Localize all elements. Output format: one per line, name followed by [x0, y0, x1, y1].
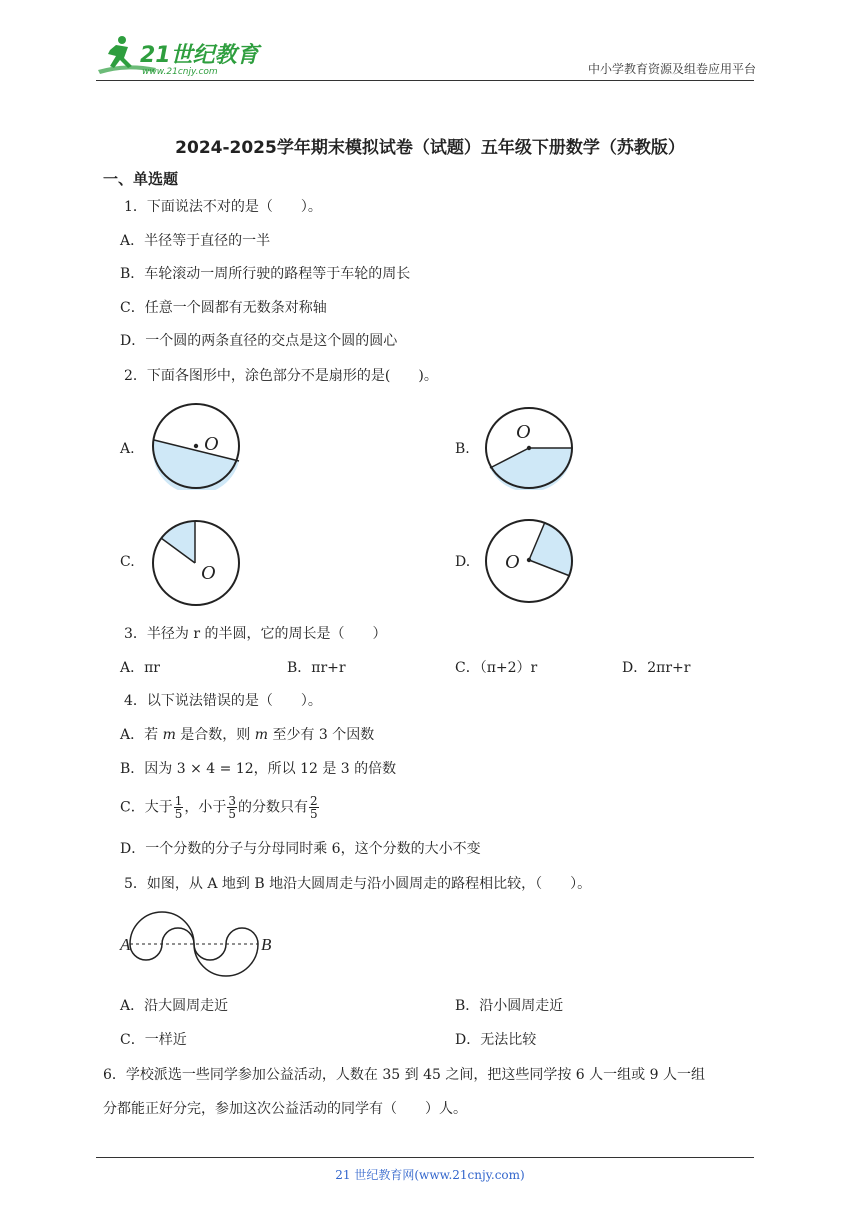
- q2-b-center-label: O: [516, 421, 531, 443]
- q6-stem-line1: 6．学校派选一些同学参加公益活动，人数在 35 到 45 之间，把这些同学按 6 人一组或 9 人一组: [103, 1067, 705, 1083]
- q3-option-b: B．πr+r: [287, 660, 346, 676]
- q4-c-post: 的分数只有: [238, 799, 308, 816]
- q4-option-b: B．因为 3 × 4 = 12，所以 12 是 3 的倍数: [120, 761, 397, 777]
- q4-a-var1: m: [162, 727, 176, 743]
- q5-option-d: D．无法比较: [455, 1032, 537, 1048]
- q4-c-fraction-1: [174, 795, 184, 820]
- q2-figure-a: [150, 402, 242, 494]
- q4-c-fraction-2: [227, 795, 237, 820]
- q4-option-c: [120, 795, 320, 820]
- footer-link[interactable]: 21 世纪教育网(www.21cnjy.com): [335, 1168, 525, 1182]
- q2-option-b-label: B.: [455, 441, 470, 457]
- q3-option-c: C．（π+2）r: [455, 660, 538, 676]
- q1-option-d: D．一个圆的两条直径的交点是这个圆的圆心: [120, 333, 398, 349]
- q2-d-center-label: O: [505, 551, 520, 573]
- q3-stem: 3．半径为 r 的半圆，它的周长是（ ）: [124, 626, 387, 642]
- q4-c-f1-den: 5: [174, 807, 183, 821]
- q4-c-fraction-3: [309, 795, 319, 820]
- header-divider: [96, 80, 754, 81]
- q5-option-a: A．沿大圆周走近: [120, 998, 229, 1014]
- q4-option-d: D．一个分数的分子与分母同时乘 6，这个分数的大小不变: [120, 841, 481, 857]
- logo-text: 21世纪教育: [140, 43, 259, 68]
- footer-divider: [96, 1157, 754, 1158]
- q2-figure-d: [485, 518, 575, 608]
- q5-point-a: A: [120, 935, 131, 954]
- q5-option-c: C．一样近: [120, 1032, 187, 1048]
- q2-option-a-label: A.: [120, 441, 135, 457]
- q1-stem: 1．下面说法不对的是（ ）。: [124, 199, 322, 215]
- q1-option-c: C．任意一个圆都有无数条对称轴: [120, 300, 327, 316]
- q2-stem: 2．下面各图形中，涂色部分不是扇形的是( )。: [124, 368, 438, 384]
- q1-option-b: B．车轮滚动一周所行驶的路程等于车轮的周长: [120, 266, 411, 282]
- q4-option-a: [120, 726, 374, 744]
- q4-c-f2-den: 5: [228, 807, 236, 821]
- q4-a-mid: 是合数，则: [175, 727, 255, 743]
- q4-c-f3-num: 2: [310, 794, 318, 808]
- q2-a-center-label: O: [204, 433, 219, 455]
- q4-c-pre: C．大于: [120, 799, 173, 816]
- q4-stem: 4．以下说法错误的是（ ）。: [124, 693, 322, 709]
- header-platform-text: 中小学教育资源及组卷应用平台: [587, 62, 756, 76]
- q4-c-f3-den: 5: [310, 807, 318, 821]
- q2-option-d-label: D.: [455, 554, 471, 570]
- q4-c-mid: ，小于: [184, 799, 227, 816]
- q5-stem: 5．如图，从 A 地到 B 地沿大圆周走与沿小圆周走的路程相比较，（ ）。: [124, 876, 592, 892]
- q6-stem-line2: 分都能正好分完，参加这次公益活动的同学有（ ）人。: [103, 1101, 467, 1117]
- section-title: 一、单选题: [103, 170, 179, 188]
- q4-c-f1-num: 1: [174, 794, 183, 808]
- q5-option-b: B．沿小圆周走近: [455, 998, 564, 1014]
- q4-c-f2-num: 3: [228, 794, 236, 808]
- logo-url: www.21cnjy.com: [142, 67, 218, 77]
- q5-figure: [118, 910, 278, 984]
- q4-a-post: 至少有 3 个因数: [268, 727, 375, 743]
- page-title: 2024-2025学年期末模拟试卷（试题）五年级下册数学（苏教版）: [175, 138, 685, 158]
- q3-option-a: A．πr: [120, 660, 161, 676]
- q2-figure-c: [151, 519, 241, 611]
- q4-a-pre: A．若: [120, 727, 163, 743]
- q3-option-d: D．2πr+r: [622, 660, 691, 676]
- site-logo: [96, 32, 266, 80]
- q1-option-a: A．半径等于直径的一半: [120, 233, 271, 249]
- q4-a-var2: m: [254, 727, 269, 743]
- q2-c-center-label: O: [201, 562, 216, 584]
- q5-point-b: B: [261, 935, 272, 954]
- q2-option-c-label: C.: [120, 554, 135, 570]
- q2-figure-b: [484, 406, 574, 494]
